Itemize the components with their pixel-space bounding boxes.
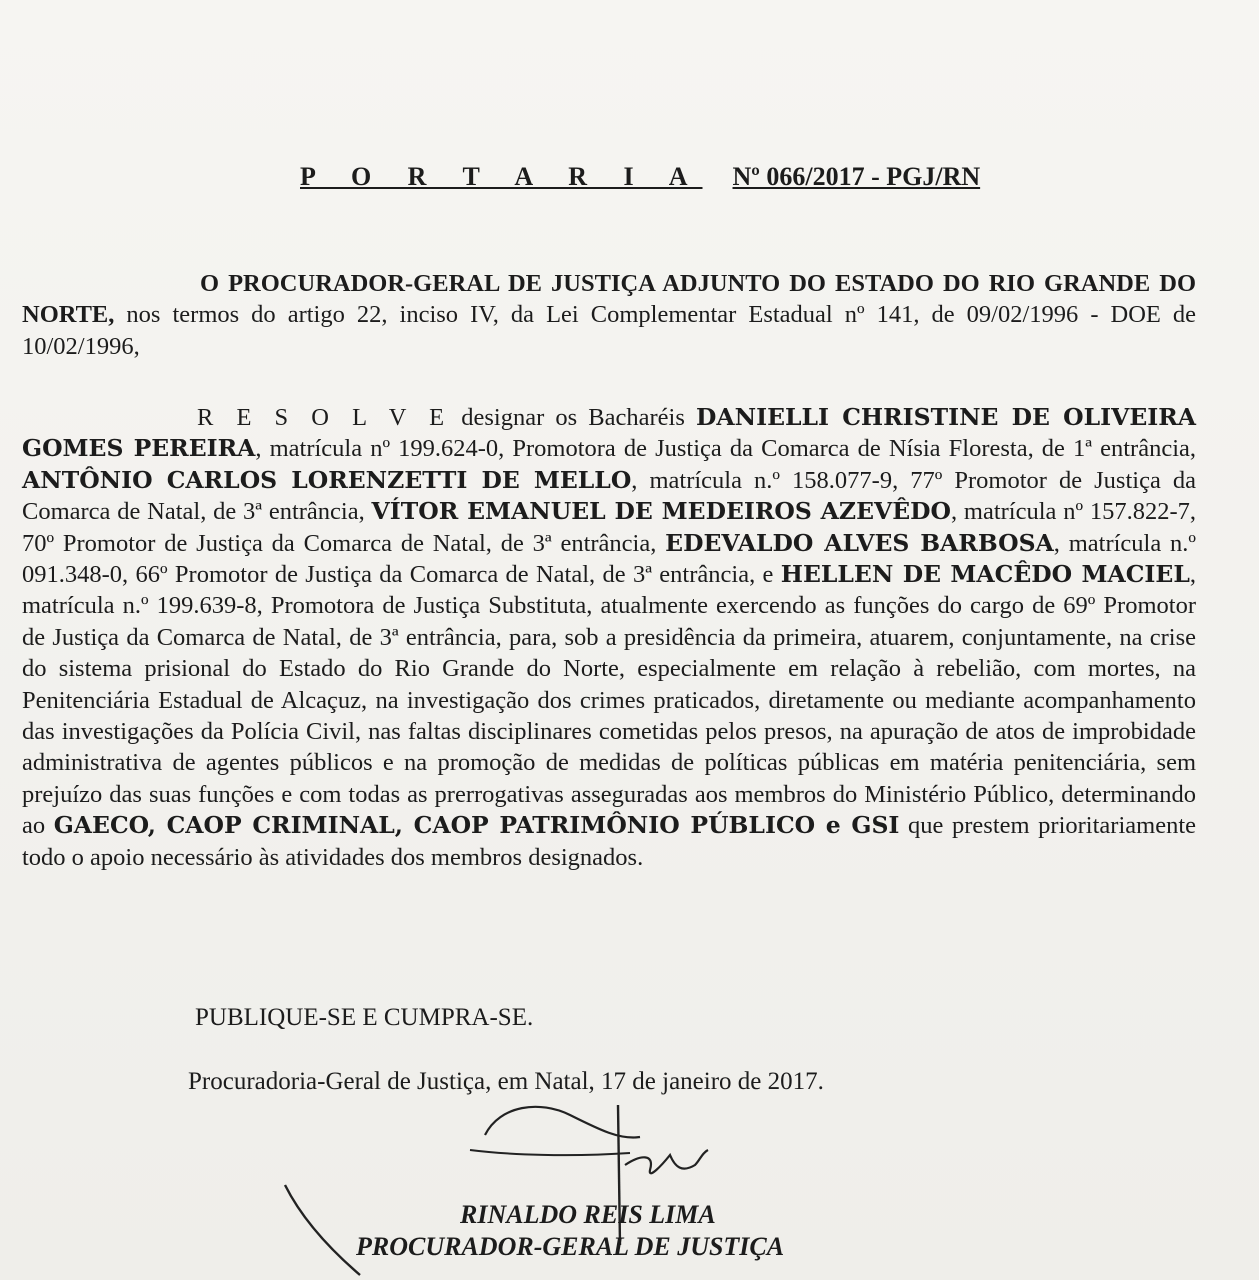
resolution-text-7: que prestem prioritariamente todo o apoio necessário às atividades dos membros designados.	[22, 812, 1197, 871]
document-title	[300, 162, 980, 192]
title-number: Nº 066/2017 - PGJ/RN	[732, 162, 981, 191]
designee-name-2: ANTÔNIO CARLOS LORENZETTI DE MELLO	[22, 465, 632, 494]
signatory-name: RINALDO REIS LIMA	[460, 1200, 716, 1229]
resolution-text-2: , matrícula nº 199.624-0, Promotora de Justiça da Comarca de Nísia Floresta, de 1ª entrância,	[255, 435, 1196, 463]
designee-name-5: HELLEN DE MACÊDO MACIEL	[780, 560, 1190, 589]
designee-name-1: DANIELLI CHRISTINE DE OLIVEIRA GOMES PEREIRA	[22, 403, 1196, 463]
resolution-text-3: , matrícula n.º 158.077-9, 77º Promotor de Justiça da Comarca de Natal, de 3ª entrância,	[22, 466, 1196, 526]
preamble-text: nos termos do artigo 22, inciso IV, da Lei Complementar Estadual nº 141, de 09/02/1996 - DOE de 10/02/1996,	[22, 301, 1196, 360]
preamble-paragraph	[22, 268, 1196, 362]
resolution-text-5: , matrícula n.º 091.348-0, 66º Promotor de Justiça da Comarca de Natal, de 3ª entrância, e	[22, 529, 1197, 589]
resolution-text-6: , matrícula n.º 199.639-8, Promotora de Justiça Substituta, atualmente exercendo as funções do cargo de 69º Promotor de Justiça da Comarca de Natal, de 3ª entrância, para, sob a presidência da primeira, atuarem, conjuntamente, na crise do sistema prisional do Estado do Rio Grande do Norte, especialmente em relação à rebelião, com mortes, na Penitenciária Estadual de Alcaçuz, na investigação dos crimes praticados, diretamente ou mediante acompanhamento das investigações da Polícia Civil, nas faltas disciplinares cometidas pelos presos, na apuração de atos de improbidade administrativa de agentes públicos e na promoção de medidas de políticas públicas em matéria penitenciária, sem prejuízo das suas funções e com todas as prerrogativas asseguradas aos membros do Ministério Público, determinando ao	[22, 561, 1196, 840]
resolution-text-1: designar os Bacharéis	[450, 404, 696, 431]
preamble-authority: O PROCURADOR-GERAL DE JUSTIÇA ADJUNTO DO ESTADO DO RIO GRANDE DO NORTE,	[22, 270, 1196, 329]
designee-name-3: VÍTOR EMANUEL DE MEDEIROS AZEVÊDO	[371, 497, 951, 526]
place-date: Procuradoria-Geral de Justiça, em Natal, 17 de janeiro de 2017.	[188, 1068, 824, 1095]
designee-name-4: EDEVALDO ALVES BARBOSA	[665, 528, 1054, 557]
publish-order: PUBLIQUE-SE E CUMPRA-SE.	[195, 1004, 534, 1031]
resolve-word: R E S O L V E	[197, 404, 451, 431]
resolution-paragraph	[22, 402, 1196, 873]
resolution-text-4: , matrícula nº 157.822-7, 70º Promotor de Justiça da Comarca de Natal, de 3ª entrância,	[22, 498, 1197, 557]
signatory-role: PROCURADOR-GERAL DE JUSTIÇA	[356, 1232, 785, 1261]
title-word: P O R T A R I A	[300, 162, 703, 191]
support-units: GAECO, CAOP CRIMINAL, CAOP PATRIMÔNIO PÚBLICO e GSI	[53, 811, 900, 840]
